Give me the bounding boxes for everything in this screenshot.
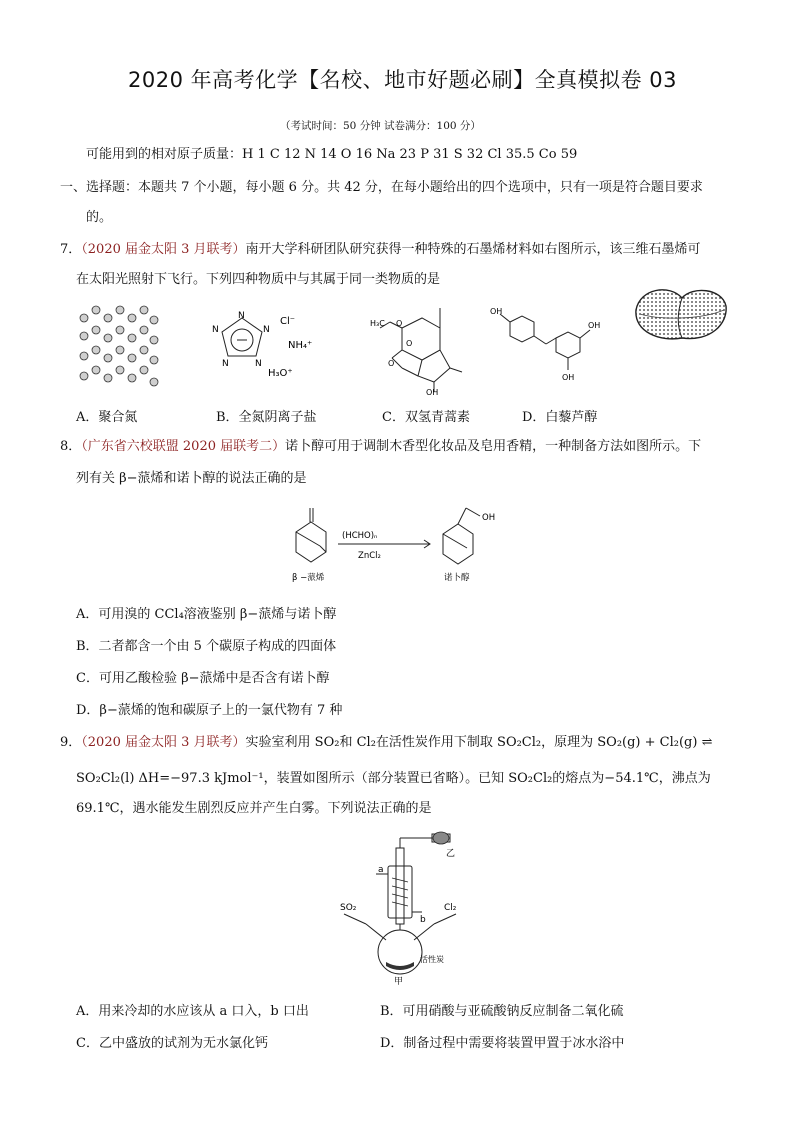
option-c: C．可用乙酸检验 β−蒎烯中是否含有诺卜醇 — [76, 671, 330, 686]
graphene-figure — [630, 280, 730, 346]
hydroxyl-label: OH — [562, 373, 575, 382]
nitrogen-label: N — [255, 359, 262, 369]
dihydroartemisinin-structure — [362, 296, 472, 396]
svg-text:H₃C: H₃C — [370, 319, 385, 328]
nitrogen-label: N — [238, 311, 245, 321]
question-number: 8． — [60, 439, 82, 454]
reagent-formaldehyde: (HCHO)ₙ — [342, 531, 378, 541]
question-source: （2020 届金太阳 3 月联考） — [81, 242, 246, 257]
option-d: D．制备过程中需要将装置甲置于冰水浴中 — [380, 1036, 625, 1051]
question-source: （2020 届金太阳 3 月联考） — [81, 735, 246, 750]
label-a: a — [378, 865, 384, 875]
option-c: C．乙中盛放的试剂为无水氯化钙 — [76, 1036, 268, 1051]
page-title: 2020 年高考化学【名校、地市好题必刷】全真模拟卷 03 — [128, 68, 678, 92]
option-a: A．可用溴的 CCl₄溶液鉴别 β−蒎烯与诺卜醇 — [76, 607, 337, 622]
hydroxyl-label: OH — [482, 513, 496, 523]
hydroxyl-label: OH — [588, 321, 601, 330]
nopol-label: 诺卜醇 — [444, 573, 470, 583]
section-heading: 一、选择题：本题共 7 个小题，每小题 6 分。共 42 分，在每小题给出的四个选项中，只有一项是符合题目要求 — [60, 180, 703, 195]
nitrogen-label: N — [212, 325, 219, 335]
question-7-line1 — [60, 241, 701, 259]
question-text: 南开大学科研团队研究获得一种特殊的石墨烯材料如右图所示，该三维石墨烯可 — [245, 242, 701, 257]
oxygen-label: O — [406, 339, 413, 348]
nitrogen-label: N — [222, 359, 229, 369]
label-carbon: 活性炭 — [420, 955, 444, 964]
reagent-zncl2: ZnCl₂ — [358, 551, 381, 561]
hydroxyl-label: OH — [490, 307, 503, 316]
label-so2: SO₂ — [340, 903, 357, 913]
option-b: B．二者都含一个由 5 个碳原子构成的四面体 — [76, 639, 337, 654]
question-source: （广东省六校联盟 2020 届联考二） — [81, 439, 286, 454]
question-text: 诺卜醇可用于调制木香型化妆品及皂用香精，一种制备方法如图所示。下 — [285, 439, 702, 454]
option-c: C．双氢青蒿素 — [382, 410, 470, 425]
apparatus-figure — [336, 830, 496, 986]
label-jia: 甲 — [394, 977, 404, 986]
question-9-line3: 69.1℃，遇水能发生剧烈反应并产生白雾。下列说法正确的是 — [76, 801, 432, 816]
beta-pinene-label: β −蒎烯 — [292, 573, 325, 583]
section-heading-cont: 的。 — [86, 210, 113, 225]
nitrogen-label: N — [263, 325, 270, 335]
exam-info: （考试时间：50 分钟 试卷满分：100 分） — [280, 120, 481, 132]
reaction-scheme — [280, 500, 520, 586]
polymeric-nitrogen-structure — [74, 300, 164, 395]
hydroxyl-label: OH — [426, 388, 439, 396]
question-number: 7． — [60, 242, 82, 257]
question-9-line1 — [60, 734, 712, 752]
label-yi: 乙 — [446, 849, 456, 859]
chloride-label: Cl⁻ — [280, 316, 296, 327]
option-a: A．用来冷却的水应该从 a 口入，b 口出 — [76, 1004, 309, 1019]
label-b: b — [420, 915, 426, 925]
option-a: A．聚合氮 — [76, 410, 138, 425]
oxygen-label: O — [388, 359, 395, 368]
option-d: D．β−蒎烯的饱和碳原子上的一氯代物有 7 种 — [76, 703, 343, 718]
question-text: 实验室利用 SO₂和 Cl₂在活性炭作用下制取 SO₂Cl₂，原理为 SO₂(g) + Cl₂(g) ⇌ — [245, 735, 713, 750]
hydronium-label: H₃O⁺ — [268, 368, 293, 379]
question-9-line2: SO₂Cl₂(l) ΔH=−97.3 kJmol⁻¹，装置如图所示（部分装置已省略）。已知 SO₂Cl₂的熔点为−54.1℃，沸点为 — [76, 771, 711, 786]
question-8-line2: 列有关 β−蒎烯和诺卜醇的说法正确的是 — [76, 471, 307, 486]
ammonium-label: NH₄⁺ — [288, 340, 313, 351]
label-cl2: Cl₂ — [444, 903, 457, 913]
option-d: D．白藜芦醇 — [522, 410, 598, 425]
resveratrol-structure — [490, 306, 610, 388]
atomic-masses: 可能用到的相对原子质量：H 1 C 12 N 14 O 16 Na 23 P 31 S 32 Cl 35.5 Co 59 — [86, 147, 578, 162]
pentazolate-salt-structure — [210, 310, 320, 388]
oxygen-label: O — [396, 319, 403, 328]
question-8-line1 — [60, 438, 701, 456]
option-b: B．可用硝酸与亚硫酸钠反应制备二氧化硫 — [380, 1004, 624, 1019]
option-b: B．全氮阴离子盐 — [216, 410, 317, 425]
question-number: 9． — [60, 735, 82, 750]
question-7-line2: 在太阳光照射下飞行。下列四种物质中与其属于同一类物质的是 — [76, 272, 441, 287]
